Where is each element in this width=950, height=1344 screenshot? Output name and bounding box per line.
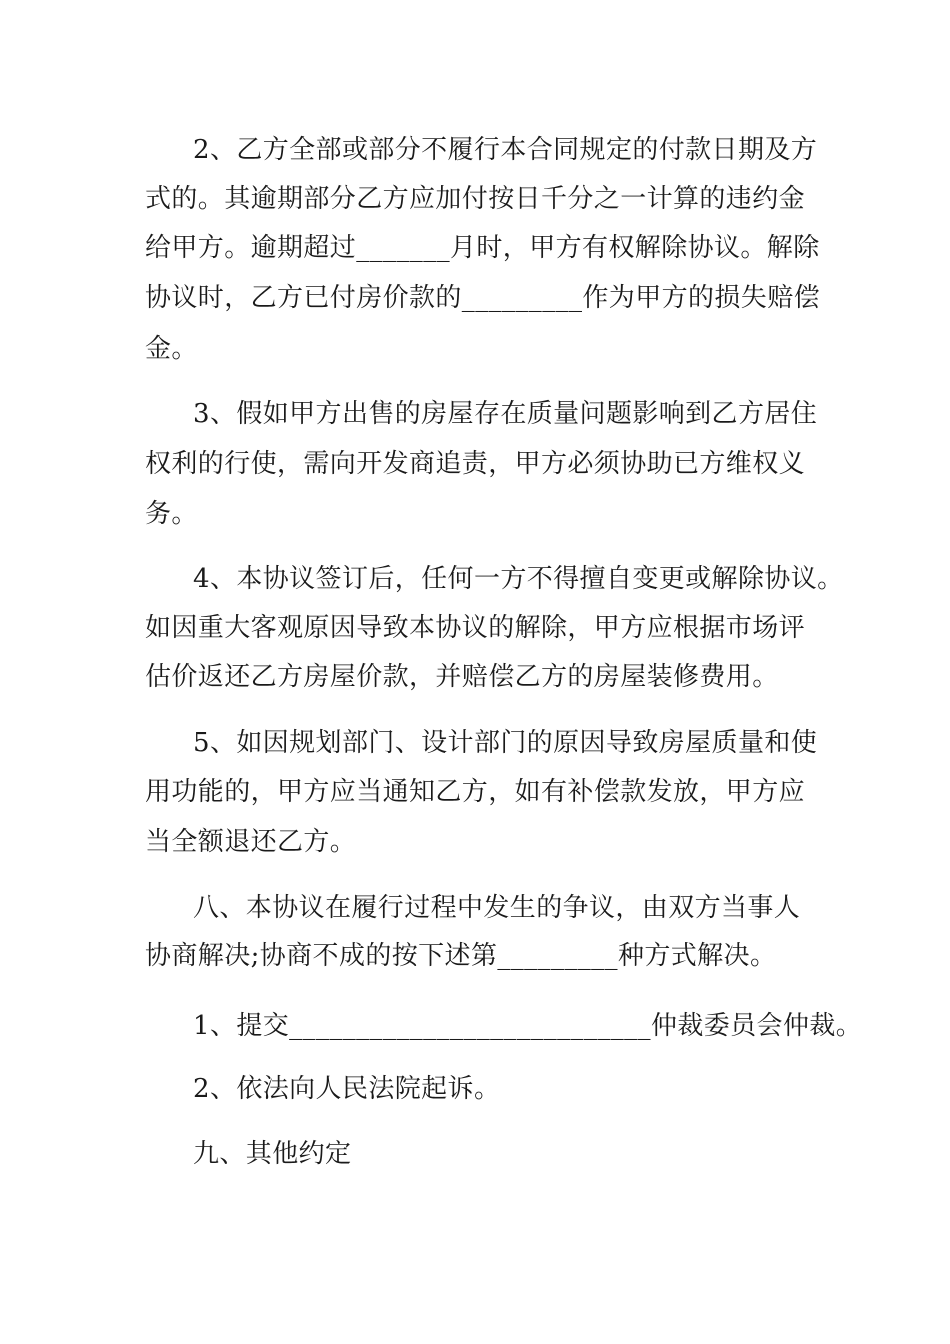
text-line: 权利的行使，需向开发商追责，甲方必须协助已方维权义 <box>145 449 806 479</box>
text-line: 给甲方。逾期超过_______月时，甲方有权解除协议。解除 <box>145 233 820 263</box>
text-line: 如因重大客观原因导致本协议的解除，甲方应根据市场评 <box>145 613 806 643</box>
text-line: 5、如因规划部门、设计部门的原因导致房屋质量和使 <box>193 728 818 758</box>
text-line: 4、本协议签订后，任何一方不得擅自变更或解除协议。 <box>193 564 844 594</box>
text-line: 估价返还乙方房屋价款，并赔偿乙方的房屋装修费用。 <box>145 662 779 692</box>
text-line: 协商解决;协商不成的按下述第_________种方式解决。 <box>145 941 777 971</box>
text-line: 协议时，乙方已付房价款的_________作为甲方的损失赔偿 <box>145 283 821 313</box>
text-line: 当全额退还乙方。 <box>145 827 357 857</box>
text-line: 3、假如甲方出售的房屋存在质量问题影响到乙方居住 <box>193 399 818 429</box>
text-line: 务。 <box>145 499 198 529</box>
text-line: 九、其他约定 <box>193 1139 352 1169</box>
text-line: 2、乙方全部或部分不履行本合同规定的付款日期及方 <box>193 135 818 165</box>
text-line: 1、提交___________________________仲裁委员会仲裁。 <box>193 1011 863 1041</box>
text-line: 用功能的，甲方应当通知乙方，如有补偿款发放，甲方应 <box>145 777 806 807</box>
text-line: 式的。其逾期部分乙方应加付按日千分之一计算的违约金 <box>145 184 806 214</box>
text-line: 八、本协议在履行过程中发生的争议，由双方当事人 <box>193 893 801 923</box>
text-line: 金。 <box>145 334 198 364</box>
text-line: 2、依法向人民法院起诉。 <box>193 1074 501 1104</box>
